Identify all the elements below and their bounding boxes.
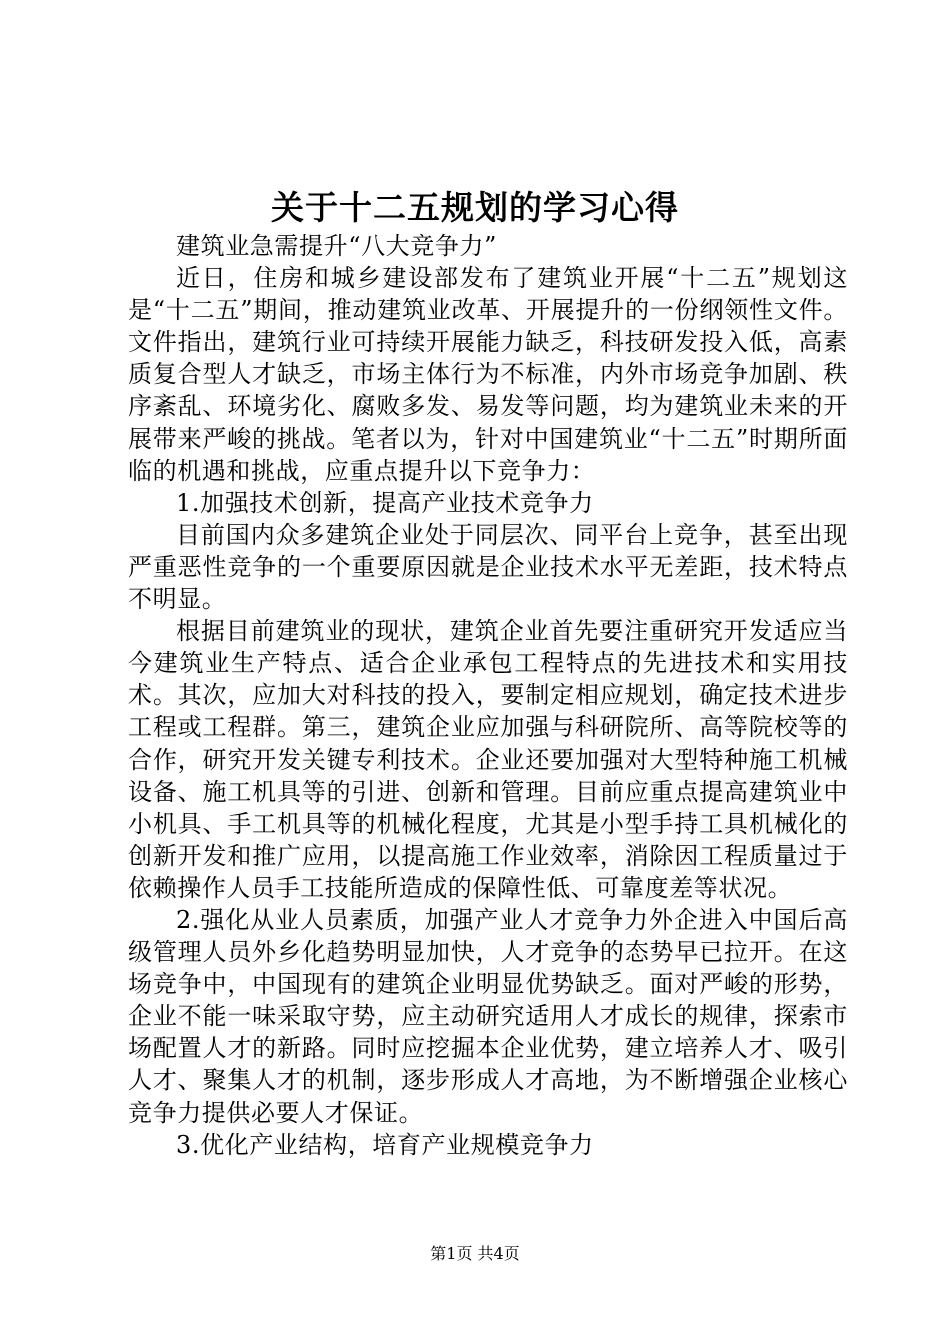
paragraph-heading-3: 3.优化产业结构，培育产业规模竞争力 (176, 1130, 594, 1159)
paragraph-intro: 近日，住房和城乡建设部发布了建筑业开展“十二五”规划这是“十二五”期间，推动建筑业改革、开展提升的一份纲领性文件。文件指出，建筑行业可持续开展能力缺乏，科技研发投入低，高素质复合型人才缺乏，市场主体行为不标准，内外市场竞争加剧、秩序紊乱、环境劣化、腐败多发、易发等问题，均为建筑业未来的开展带来严峻的挑战。笔者以为，针对中国建筑业“十二五”时期所面临的机遇和挑战，应重点提升以下竞争力： (128, 264, 848, 485)
paragraph: 目前国内众多建筑企业处于同层次、同平台上竞争，甚至出现严重恶性竞争的一个重要原因就是企业技术水平无差距，技术特点不明显。 (128, 520, 848, 614)
paragraph: 根据目前建筑业的现状，建筑企业首先要注重研究开发适应当今建筑业生产特点、适合企业承包工程特点的先进技术和实用技术。其次，应加大对科技的投入，要制定相应规划，确定技术进步工程或工程群。第三，建筑企业应加强与科研院所、高等院校等的合作，研究开发关键专利技术。企业还要加强对大型特种施工机械设备、施工机具等的引进、创新和管理。目前应重点提高建筑业中小机具、手工机具等的机械化程度，尤其是小型手持工具机械化的创新开发和推广应用，以提高施工作业效率，消除因工程质量过于依赖操作人员手工技能所造成的保障性低、可靠度差等状况。 (128, 617, 848, 902)
paragraph-heading-2: 2.强化从业人员素质，加强产业人才竞争力外企进入中国后高级管理人员外乡化趋势明显加快，人才竞争的态势早已拉开。在这场竞争中，中国现有的建筑企业明显优势缺乏。面对严峻的形势，企业不能一味采取守势，应主动研究适用人才成长的规律，探索市场配置人才的新路。同时应挖掘本企业优势，建立培养人才、吸引人才、聚集人才的机制，逐步形成人才高地，为不断增强企业核心竞争力提供必要人才保证。 (128, 905, 848, 1127)
paragraph-subtitle: 建筑业急需提升“八大竞争力” (176, 232, 497, 260)
document-title: 关于十二五规划的学习心得 (271, 188, 679, 227)
document-body (128, 230, 848, 1161)
page-footer: 第1页 共4页 (430, 1244, 520, 1263)
paragraph-heading-1: 1.加强技术创新，提高产业技术竞争力 (176, 488, 594, 517)
